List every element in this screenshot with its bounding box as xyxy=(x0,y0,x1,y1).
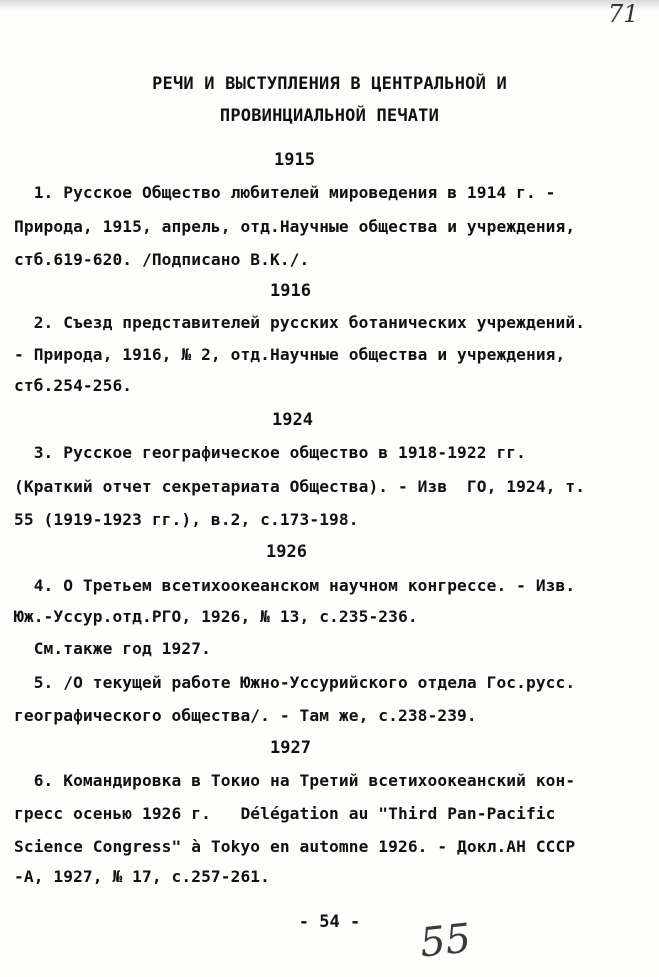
entry-5-line-2: географического общества/. - Там же, с.238-239. xyxy=(14,706,477,725)
year-heading-1915: 1915 xyxy=(274,150,315,170)
year-heading-1926: 1926 xyxy=(266,542,307,562)
entry-3-line-1: 3. Русское географическое общество в 1918-1922 гг. xyxy=(14,443,526,462)
entry-4-see-also: См.также год 1927. xyxy=(14,639,211,658)
year-heading-1916: 1916 xyxy=(270,281,311,301)
handwritten-page-number: 55 xyxy=(417,915,474,967)
entry-6-line-3: Science Congress" à Tokyo en automne 1926. - Докл.АН СССР xyxy=(14,837,576,856)
entry-3-line-2: (Краткий отчет секретариата Общества). - Изв ГО, 1924, т. xyxy=(14,477,586,496)
entry-1-line-2: Природа, 1915, апрель, отд.Научные общества и учреждения, xyxy=(14,217,576,236)
entry-6-line-2: гресс осенью 1926 г. Délégation au "Third Pan-Pacific xyxy=(14,804,556,823)
entry-1-line-1: 1. Русское Общество любителей мироведения в 1914 г. - xyxy=(14,183,556,202)
page-number: - 54 - xyxy=(298,912,361,932)
page-title-line-2: ПРОВИНЦИАЛЬНОЙ ПЕЧАТИ xyxy=(219,106,440,126)
corner-handwritten-mark: 71 xyxy=(608,0,639,28)
year-heading-1927: 1927 xyxy=(270,738,311,758)
entry-2-line-2: - Природа, 1916, № 2, отд.Научные общества и учреждения, xyxy=(14,345,566,364)
entry-4-line-1: 4. О Третьем всетихоокеанском научном конгрессе. - Изв. xyxy=(14,576,576,595)
page-title-line-1: РЕЧИ И ВЫСТУПЛЕНИЯ В ЦЕНТРАЛЬНОЙ И xyxy=(152,74,507,94)
entry-2-line-3: стб.254-256. xyxy=(14,376,133,395)
entry-6-line-4: -А, 1927, № 17, с.257-261. xyxy=(14,867,270,886)
entry-4-line-2: Юж.-Уссур.отд.РГО, 1926, № 13, с.235-236. xyxy=(14,607,418,626)
entry-3-line-3: 55 (1919-1923 гг.), в.2, с.173-198. xyxy=(14,510,359,529)
scan-edge xyxy=(0,0,659,10)
entry-2-line-1: 2. Съезд представителей русских ботанических учреждений. xyxy=(14,313,586,332)
year-heading-1924: 1924 xyxy=(272,410,313,430)
entry-6-line-1: 6. Командировка в Токио на Третий всетихоокеанский кон- xyxy=(14,771,576,790)
entry-5-line-1: 5. /О текущей работе Южно-Уссурийского отдела Гос.русс. xyxy=(14,673,576,692)
entry-1-line-3: стб.619-620. /Подписано В.К./. xyxy=(14,250,310,269)
